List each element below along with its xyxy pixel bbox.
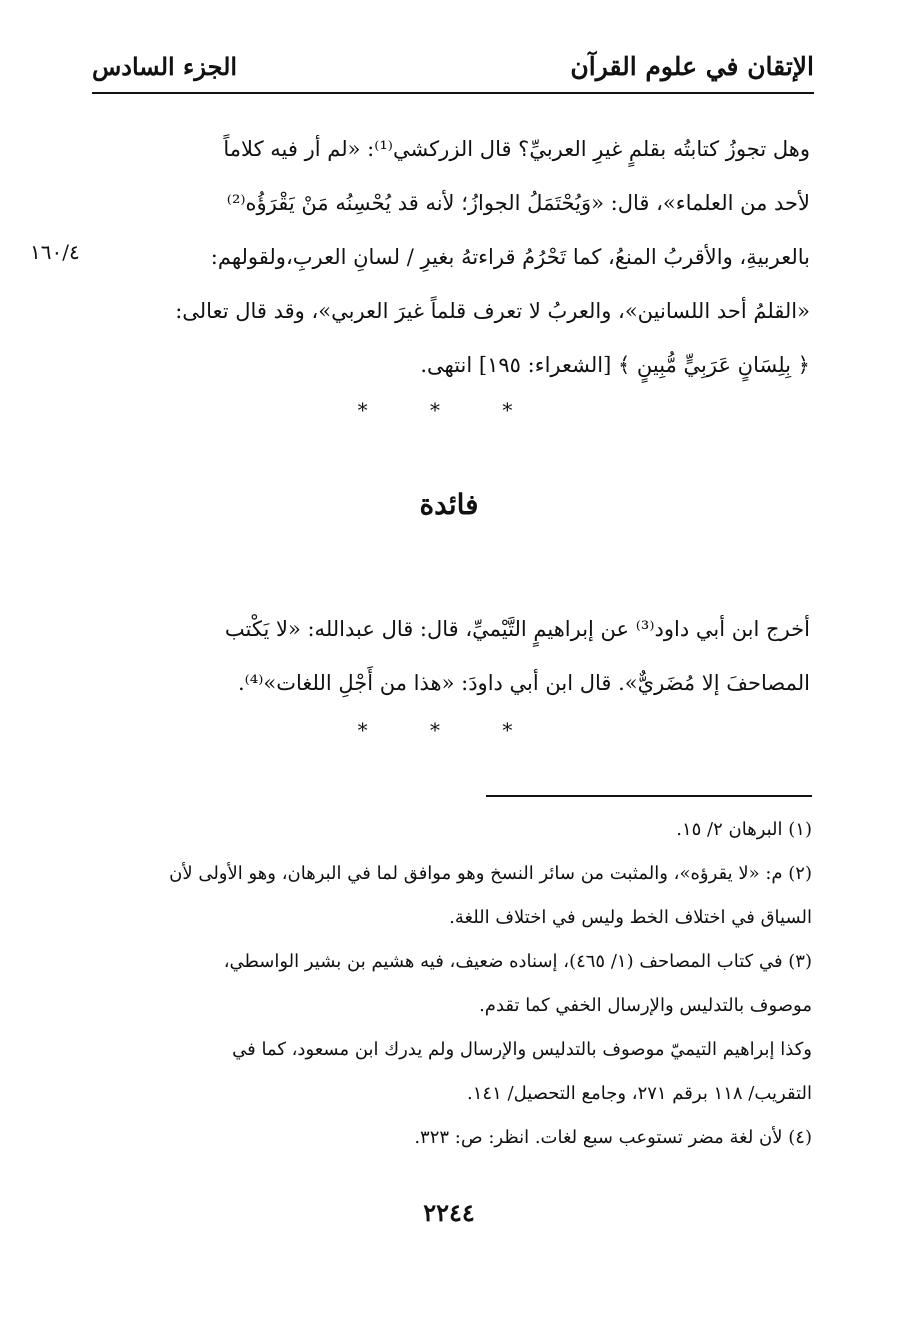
- book-title: الإتقان في علوم القرآن: [570, 52, 814, 81]
- footnote-divider: [486, 795, 812, 797]
- page-number: ٢٢٤٤: [423, 1198, 475, 1227]
- footnote-line: (١) البرهان ٢/ ١٥.: [676, 819, 812, 840]
- text-line: أخرج ابن أبي داود⁽³⁾ عن إبراهيمٍ التَّيْميِّ، قال: قال عبدالله: «لا يَكْتب: [224, 617, 810, 641]
- footnote-line: (٢) م: «لا يقرؤه»، والمثبت من سائر النسخ وهو موافق لما في البرهان، وهو الأولى لأن: [169, 863, 812, 884]
- footnotes: [88, 808, 812, 1160]
- footnote-line: موصوف بالتدليس والإرسال الخفي كما تقدم.: [479, 995, 812, 1016]
- paragraph-main: [88, 122, 810, 392]
- header-divider: [92, 92, 814, 94]
- text-line: بالعربيةِ، والأقربُ المنعُ، كما تَحْرُمُ قراءتهُ بغيرِ / لسانِ العربِ،ولقولهم:: [210, 245, 810, 269]
- text-line: لأحد من العلماء»، قال: «وَيُحْتَمَلُ الجوازُ؛ لأنه قد يُحْسِنُه مَنْ يَقْرَؤُه⁽²⁾: [226, 191, 810, 215]
- margin-reference: ١٦٠/٤: [30, 240, 80, 264]
- footnote-line: (٣) في كتاب المصاحف (١/ ٤٦٥)، إسناده ضعيف، فيه هشيم بن بشير الواسطي،: [223, 951, 812, 972]
- section-separator: * * *: [357, 398, 541, 422]
- text-line: «القلمُ أحد اللسانين»، والعربُ لا تعرف قلماً غيرَ العربي»، وقد قال تعالى:: [175, 299, 810, 323]
- paragraph-faida: [88, 602, 810, 710]
- footnote-line: وكذا إبراهيم التيميّ موصوف بالتدليس والإرسال ولم يدرك ابن مسعود، كما في: [232, 1039, 812, 1060]
- footnote-line: التقريب/ ١١٨ برقم ٢٧١، وجامع التحصيل/ ١٤١.: [467, 1083, 812, 1104]
- text-line: المصاحفَ إلا مُضَريٌّ». قال ابن أبي داودَ: «هذا من أَجْلِ اللغات»⁽⁴⁾.: [237, 671, 810, 695]
- text-line: وهل تجوزُ كتابتُه بقلمٍ غيرِ العربيِّ؟ قال الزركشي⁽¹⁾: «لم أر فيه كلاماً: [223, 137, 810, 161]
- volume-label: الجزء السادس: [92, 52, 238, 81]
- footnote-line: (٤) لأن لغة مضر تستوعب سبع لغات. انظر: ص: ٣٢٣.: [414, 1127, 812, 1148]
- footnote-line: السياق في اختلاف الخط وليس في اختلاف اللغة.: [449, 907, 812, 928]
- section-separator: * * *: [357, 718, 541, 742]
- section-heading: فائدة: [419, 488, 479, 521]
- running-header: [92, 52, 814, 92]
- text-line: ﴿ بِلِسَانٍ عَرَبِيٍّ مُّبِينٍ ﴾ [الشعراء: ١٩٥] انتهى.: [420, 353, 810, 377]
